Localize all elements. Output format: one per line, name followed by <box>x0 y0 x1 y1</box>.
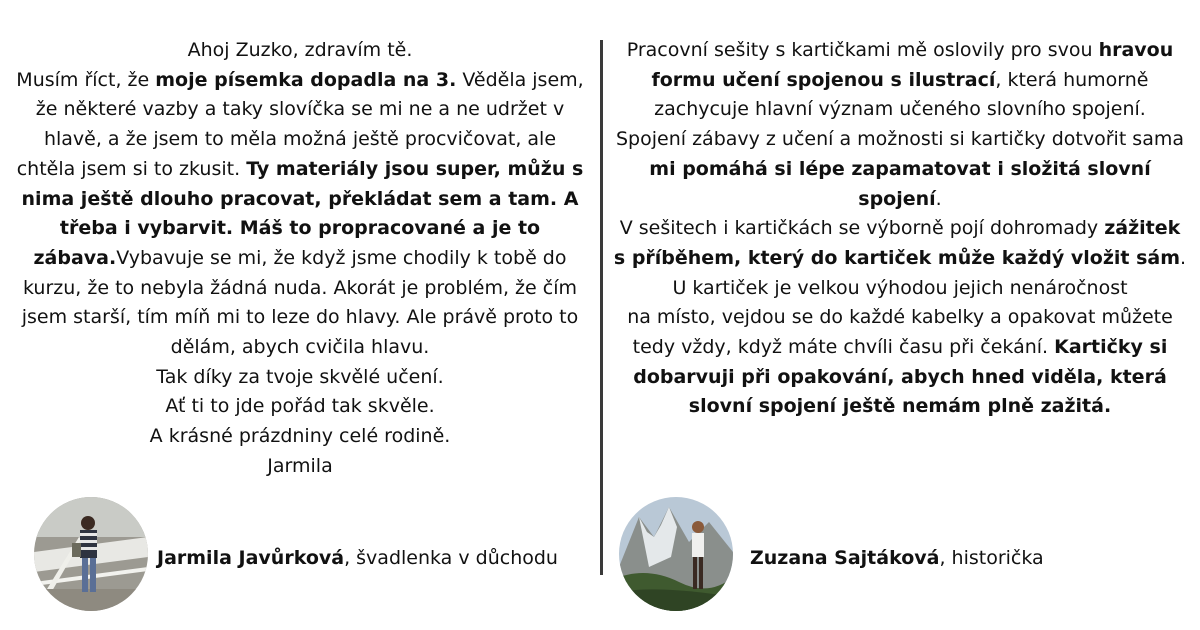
text-run-bold: mi pomáhá si lépe zapamatovat i složitá slovní spojení <box>649 157 1151 210</box>
avatar-zuzana <box>619 497 733 611</box>
author-jarmila <box>157 547 558 569</box>
greeting: Ahoj Zuzko, zdravím tě. <box>187 39 413 61</box>
testimonial-jarmila <box>14 36 586 482</box>
text-run: V sešitech i kartičkách se výborně pojí dohromady <box>619 217 1105 240</box>
author-role: , švadlenka v důchodu <box>344 547 558 569</box>
text-run-bold: hravou formu učení spojenou s ilustrací <box>651 39 1174 91</box>
text-run: . <box>1180 246 1187 269</box>
thanks-line: Tak díky za tvoje skvělé učení. <box>156 365 444 388</box>
text-run: Věděla jsem, že některé vazby a taky slovíčka se mi ne a ne udržet v hlavě, a že jsem to měla možná ještě procvičovat, ale chtěla jsem si to zkusit. <box>16 68 584 180</box>
testimonial-zuzana <box>612 36 1188 422</box>
text-run: , která humorně zachycuje hlavní význam učeného slovního spojení. <box>654 68 1149 121</box>
avatar-photo <box>34 497 148 611</box>
text-run: Spojení zábavy z učení a možnosti si kartičky dotvořit sama <box>616 128 1184 151</box>
text-run-bold: zážitek s příběhem, který do kartiček může každý vložit sám <box>613 217 1181 269</box>
paragraph <box>612 36 1188 125</box>
text-run-bold: moje písemka dopadla na 3. <box>155 68 457 91</box>
author-name: Zuzana Sajtáková <box>750 547 940 569</box>
paragraph <box>612 274 1188 423</box>
text-run: Pracovní sešity s kartičkami mě oslovily pro svou <box>626 39 1099 61</box>
text-run: Musím říct, že <box>16 68 156 91</box>
text-run-bold: Ty materiály jsou super, můžu s nima ještě dlouho pracovat, překládat sem a tam. A třeba i vybarvit. Máš to propracované a je to zábava. <box>21 157 584 269</box>
paragraph <box>612 214 1188 273</box>
author-zuzana <box>750 547 1044 569</box>
text-run: . <box>935 187 942 210</box>
avatar-jarmila <box>34 497 148 611</box>
avatar-photo <box>619 497 733 611</box>
text-run: Vybavuje se mi, že když jsme chodily k tobě do kurzu, že to nebyla žádná nuda. Akorát je problém, že čím jsem starší, tím míň mi to leze do hlavy. Ale právě proto to dělám, abych cvičila hlavu. <box>21 246 579 359</box>
signature: Jarmila <box>267 454 333 477</box>
author-name: Jarmila Javůrková <box>157 547 345 569</box>
author-role: , historička <box>939 547 1044 569</box>
testimonial-body <box>14 66 586 363</box>
text-run: U kartiček je velkou výhodou jejich nenáročnost <box>672 276 1128 299</box>
text-run: na místo, vejdou se do každé kabelky a opakovat můžete tedy vždy, když máte chvíli času při čekání. <box>627 306 1173 359</box>
paragraph <box>612 125 1188 214</box>
divider <box>600 40 603 575</box>
wish-line: Ať ti to jde pořád tak skvěle. <box>165 395 435 418</box>
wish-line: A krásné prázdniny celé rodině. <box>149 425 451 448</box>
text-run-bold: Kartičky si dobarvuji při opakování, abych hned viděla, která slovní spojení ještě nemám plně zažitá. <box>633 336 1168 418</box>
